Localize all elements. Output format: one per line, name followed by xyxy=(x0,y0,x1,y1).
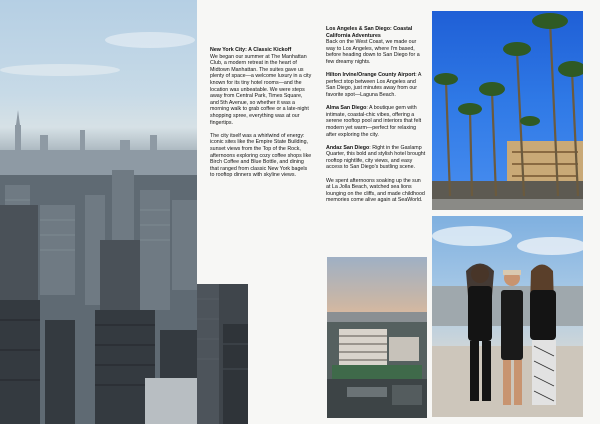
hilton-label: Hilton Irvine/Orange County Airport xyxy=(326,72,416,79)
photo-nyc-skyline-overflow xyxy=(197,284,248,424)
nyc-heading: New York City: A Classic Kickoff xyxy=(210,47,292,53)
photo-san-diego-aerial xyxy=(327,257,427,418)
photo-family-rooftop xyxy=(432,216,583,417)
alma-text: : A boutique gem with intimate, coastal-chic vibes, offering a serene rooftop pool and interiors that felt modern yet warm—perfect for relaxing after exploring the city. xyxy=(326,105,422,138)
california-article xyxy=(326,26,426,211)
andaz-text: : Right in the Gaslamp Quarter, this bold and stylish hotel brought rooftop nightlife, city views, and easy access to San Diego's bustling scene. xyxy=(326,144,426,171)
photo-palm-trees xyxy=(432,11,583,210)
california-closing: We spent afternoons soaking up the sun at La Jolla Beach, watched sea lions lounging on the cliffs, and made childhood memories come alive again at SeaWorld. xyxy=(326,177,425,204)
hilton-text: : A perfect stop between Los Angeles and San Diego, just minutes away from our favorite spot—Laguna Beach. xyxy=(326,72,422,98)
alma-label: Alma San Diego xyxy=(326,105,367,112)
photo-nyc-skyline xyxy=(0,0,197,424)
california-heading: Los Angeles & San Diego: Coastal California Adventures xyxy=(326,26,413,39)
andaz-label: Andaz San Diego xyxy=(326,144,370,151)
california-intro: Back on the West Coast, we made our way to Los Angeles, where I'm based, before heading down to San Diego for a few dreamy nights. xyxy=(326,39,420,65)
nyc-paragraph-2: The city itself was a whirlwind of energy: iconic sites like the Empire State Building, sunset views from the Top of the Rock, afternoons exploring cozy coffee shops like Birch Coffee and Blue Bottle, and dining that ranged from classic New York bagels to rooftop dinners with skyline views. xyxy=(210,132,312,179)
nyc-article xyxy=(210,47,312,185)
nyc-paragraph-1: We began our summer at The Manhattan Club, a modern retreat in the heart of Midtown Manhattan. The suites gave us plenty of space—a welcome luxury in a city known for its tiny hotel rooms—and the location was unbeatable. We were steps away from Central Park, Times Square, and 5th Avenue, so whether it was a morning walk to grab coffee or a late-night shopping spree, everything was at our fingertips. xyxy=(210,53,312,126)
